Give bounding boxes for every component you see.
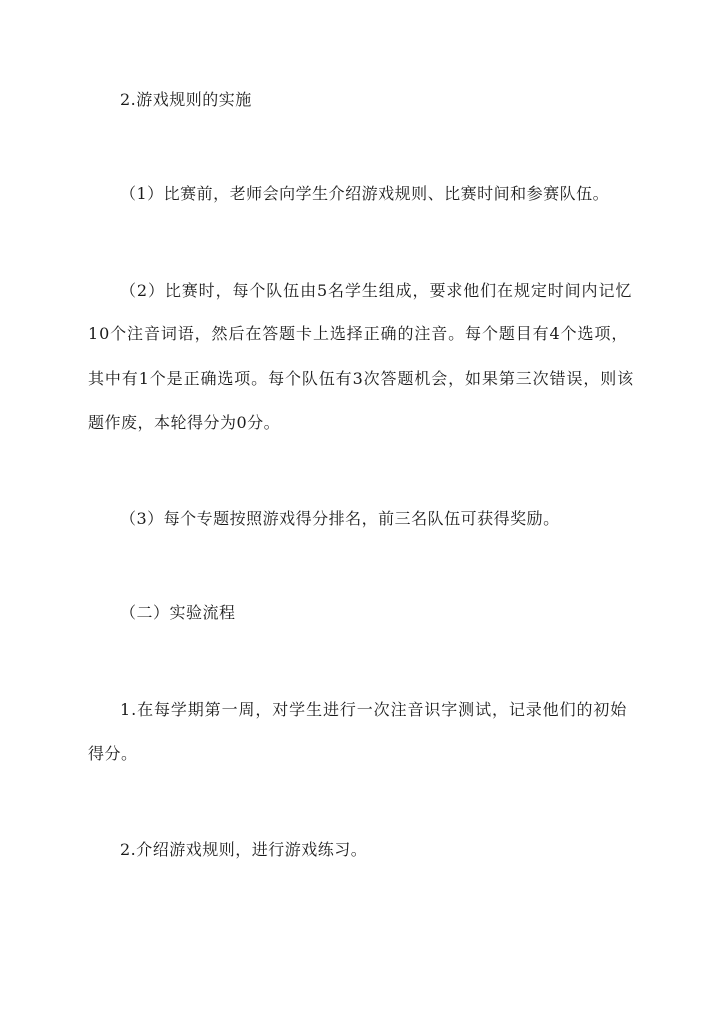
rule-paragraph-2-line-4: 题作废，本轮得分为0分。 — [88, 413, 281, 432]
rule-paragraph-2-line-2: 10个注音词语，然后在答题卡上选择正确的注音。每个题目有4个选项， — [88, 324, 629, 343]
section-heading-game-rules: 2.游戏规则的实施 — [120, 90, 252, 109]
process-step-1-line-1: 1.在每学期第一周，对学生进行一次注音识字测试，记录他们的初始 — [120, 700, 628, 719]
process-step-1-line-2: 得分。 — [88, 744, 138, 763]
process-step-2: 2.介绍游戏规则，进行游戏练习。 — [120, 840, 368, 859]
rule-paragraph-3: （3）每个专题按照游戏得分排名，前三名队伍可获得奖励。 — [120, 509, 560, 528]
rule-paragraph-2-line-3: 其中有1个是正确选项。每个队伍有3次答题机会，如果第三次错误，则该 — [88, 369, 635, 388]
section-heading-experiment-process: （二）实验流程 — [120, 603, 236, 622]
rule-paragraph-1: （1）比赛前，老师会向学生介绍游戏规则、比赛时间和参赛队伍。 — [120, 184, 610, 203]
rule-paragraph-2-line-1: （2）比赛时，每个队伍由5名学生组成，要求他们在规定时间内记忆 — [120, 281, 633, 300]
